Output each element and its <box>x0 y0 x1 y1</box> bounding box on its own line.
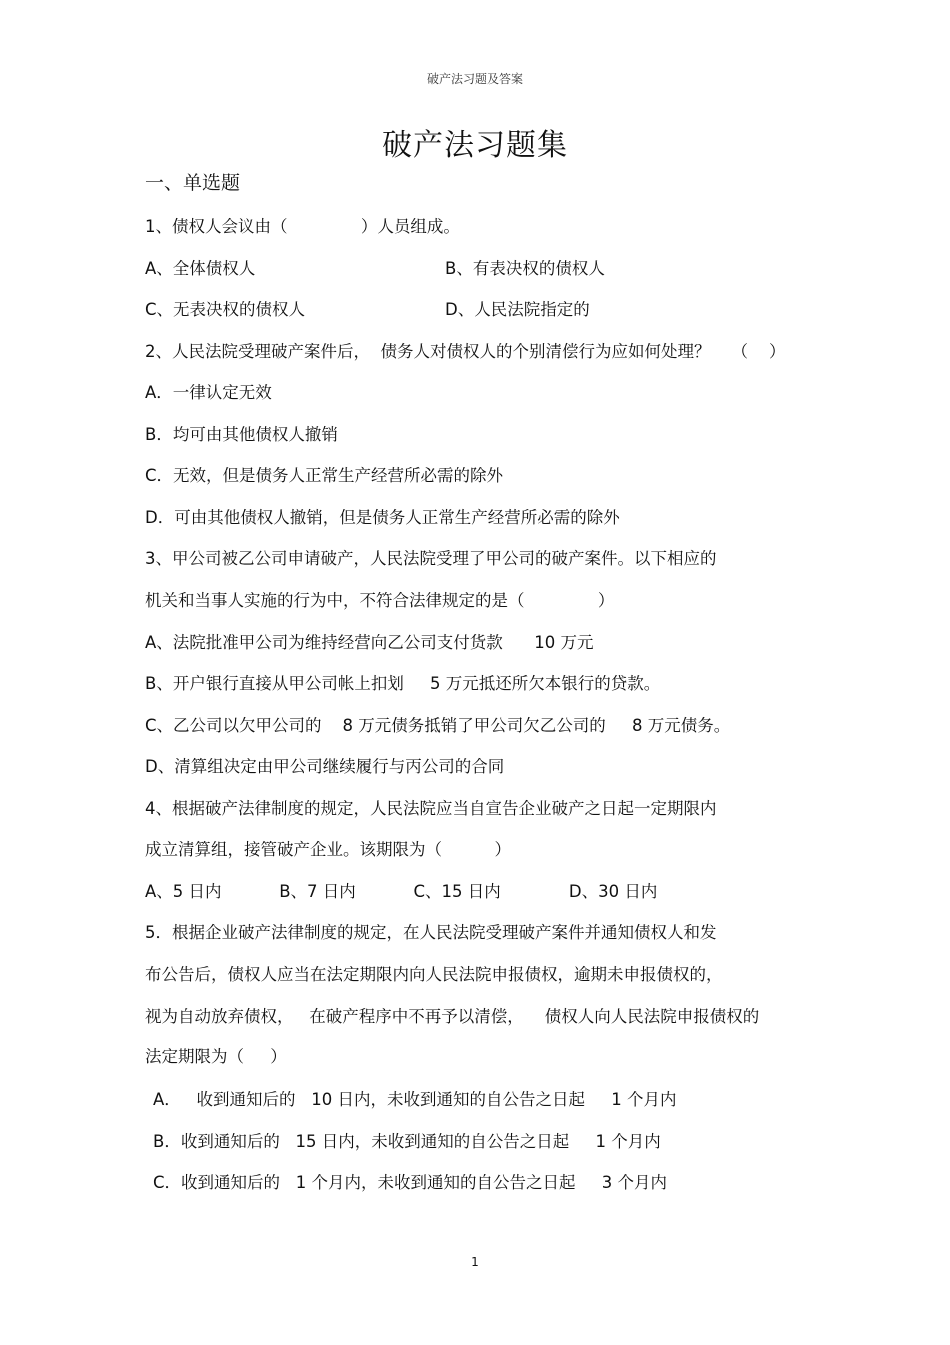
question-2-stem: 2、人民法院受理破产案件后， 债务人对债权人的个别清偿行为应如何处理？ （ ） <box>145 342 786 361</box>
page-title: 破产法习题集 <box>382 128 568 163</box>
question-5-option-b: B．收到通知后的 15 日内，未收到通知的自公告之日起 1 个月内 <box>153 1132 661 1151</box>
question-2-option-c: C．无效，但是债务人正常生产经营所必需的除外 <box>145 466 504 485</box>
question-4-stem-line-2: 成立清算组，接管破产企业。该期限为（ ） <box>145 840 511 859</box>
question-1-option-a: A、全体债权人 <box>145 259 256 278</box>
question-1-option-d: D、人民法院指定的 <box>445 300 590 319</box>
question-1-stem: 1、债权人会议由（ ）人员组成。 <box>145 217 460 236</box>
question-4-options: A、5 日内 B、7 日内 C、15 日内 D、30 日内 <box>145 882 658 901</box>
question-3-option-d: D、清算组决定由甲公司继续履行与丙公司的合同 <box>145 757 505 776</box>
question-3-option-c: C、乙公司以欠甲公司的 8 万元债务抵销了甲公司欠乙公司的 8 万元债务。 <box>145 716 731 735</box>
question-5-stem-line-4: 法定期限为（ ） <box>145 1047 287 1066</box>
page-number: 1 <box>471 1255 479 1269</box>
question-5-option-c: C．收到通知后的 1 个月内，未收到通知的自公告之日起 3 个月内 <box>153 1173 667 1192</box>
question-3-stem-line-2: 机关和当事人实施的行为中，不符合法律规定的是（ ） <box>145 591 615 610</box>
question-3-stem-line-1: 3、甲公司被乙公司申请破产，人民法院受理了甲公司的破产案件。以下相应的 <box>145 549 717 568</box>
section-heading: 一、单选题 <box>145 172 241 194</box>
question-4-stem-line-1: 4、根据破产法律制度的规定，人民法院应当自宣告企业破产之日起一定期限内 <box>145 799 717 818</box>
question-3-option-b: B、开户银行直接从甲公司帐上扣划 5 万元抵还所欠本银行的贷款。 <box>145 674 661 693</box>
question-1-option-c: C、无表决权的债权人 <box>145 300 306 319</box>
question-5-stem-line-2: 布公告后，债权人应当在法定期限内向人民法院申报债权，逾期未申报债权的， <box>145 965 723 984</box>
question-2-option-b: B．均可由其他债权人撤销 <box>145 425 338 444</box>
question-5-stem-line-1: 5．根据企业破产法律制度的规定，在人民法院受理破产案件并通知债权人和发 <box>145 923 717 942</box>
question-2-option-a: A．一律认定无效 <box>145 383 272 402</box>
question-1-option-b: B、有表决权的债权人 <box>445 259 605 278</box>
question-5-option-a: A． 收到通知后的 10 日内，未收到通知的自公告之日起 1 个月内 <box>153 1090 677 1109</box>
question-2-option-d: D．可由其他债权人撤销，但是债务人正常生产经营所必需的除外 <box>145 508 620 527</box>
question-5-stem-line-3: 视为自动放弃债权， 在破产程序中不再予以清偿， 债权人向人民法院申报债权的 <box>145 1007 760 1026</box>
question-3-option-a: A、法院批准甲公司为维持经营向乙公司支付货款 10 万元 <box>145 633 594 652</box>
page-header: 破产法习题及答案 <box>426 72 523 86</box>
